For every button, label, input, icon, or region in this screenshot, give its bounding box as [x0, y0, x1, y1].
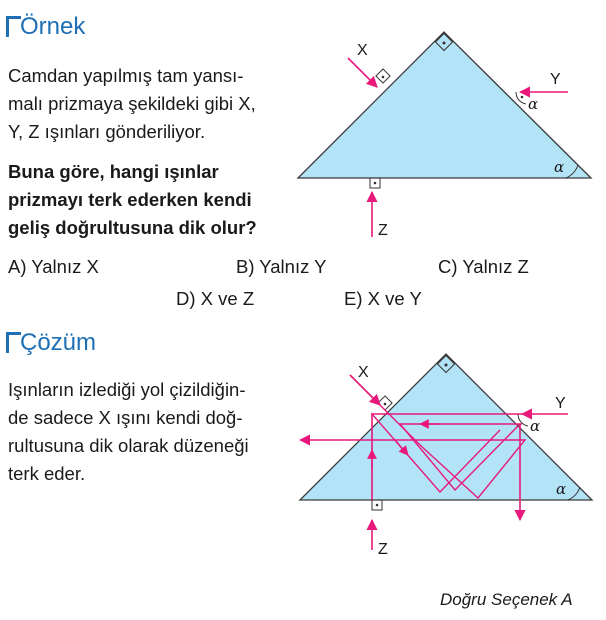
question-line: prizmayı terk ederken kendi [8, 189, 252, 210]
solution-text-line: de sadece X ışını kendi doğ- [8, 407, 243, 428]
solution-text-line: Işınların izlediği yol çizildiğin- [8, 379, 246, 400]
option-d[interactable]: D) X ve Z [176, 288, 255, 309]
option-e[interactable]: E) X ve Y [344, 288, 422, 309]
question-line: geliş doğrultusuna dik olur? [8, 217, 257, 238]
option-a[interactable]: A) Yalnız X [8, 256, 99, 277]
example-text-line: malı prizmaya şekildeki gibi X, [8, 93, 256, 114]
angle-alpha-label: α [556, 480, 567, 498]
solution-text-line: terk eder. [8, 463, 86, 484]
answer-text: Doğru Seçenek A [440, 590, 573, 609]
prism-triangle [300, 354, 592, 500]
prism-triangle [298, 32, 591, 178]
example-heading: Örnek [20, 13, 86, 40]
solution-prism-figure [0, 330, 606, 570]
option-b[interactable]: B) Yalnız Y [236, 256, 327, 277]
ray-x-label: X [357, 42, 368, 59]
ray-z-label: Z [378, 222, 388, 239]
angle-alpha-label: α [528, 95, 539, 113]
example-text-line: Camdan yapılmış tam yansı- [8, 65, 244, 86]
ray-y-label: Y [555, 395, 566, 412]
ray-y-label: Y [550, 71, 561, 88]
example-prism-figure [0, 0, 606, 250]
solution-heading: Çözüm [20, 329, 97, 356]
example-text-line: Y, Z ışınları gönderiliyor. [8, 121, 206, 142]
solution-text-line: rultusuna dik olarak düzeneği [8, 435, 249, 456]
ray-z-label: Z [378, 541, 388, 558]
ray-x [348, 58, 377, 87]
ray-x-label: X [358, 364, 369, 381]
angle-alpha-label: α [530, 417, 541, 435]
question-line: Buna göre, hangi ışınlar [8, 161, 219, 182]
option-c[interactable]: C) Yalnız Z [438, 256, 529, 277]
angle-alpha-label: α [554, 158, 565, 176]
